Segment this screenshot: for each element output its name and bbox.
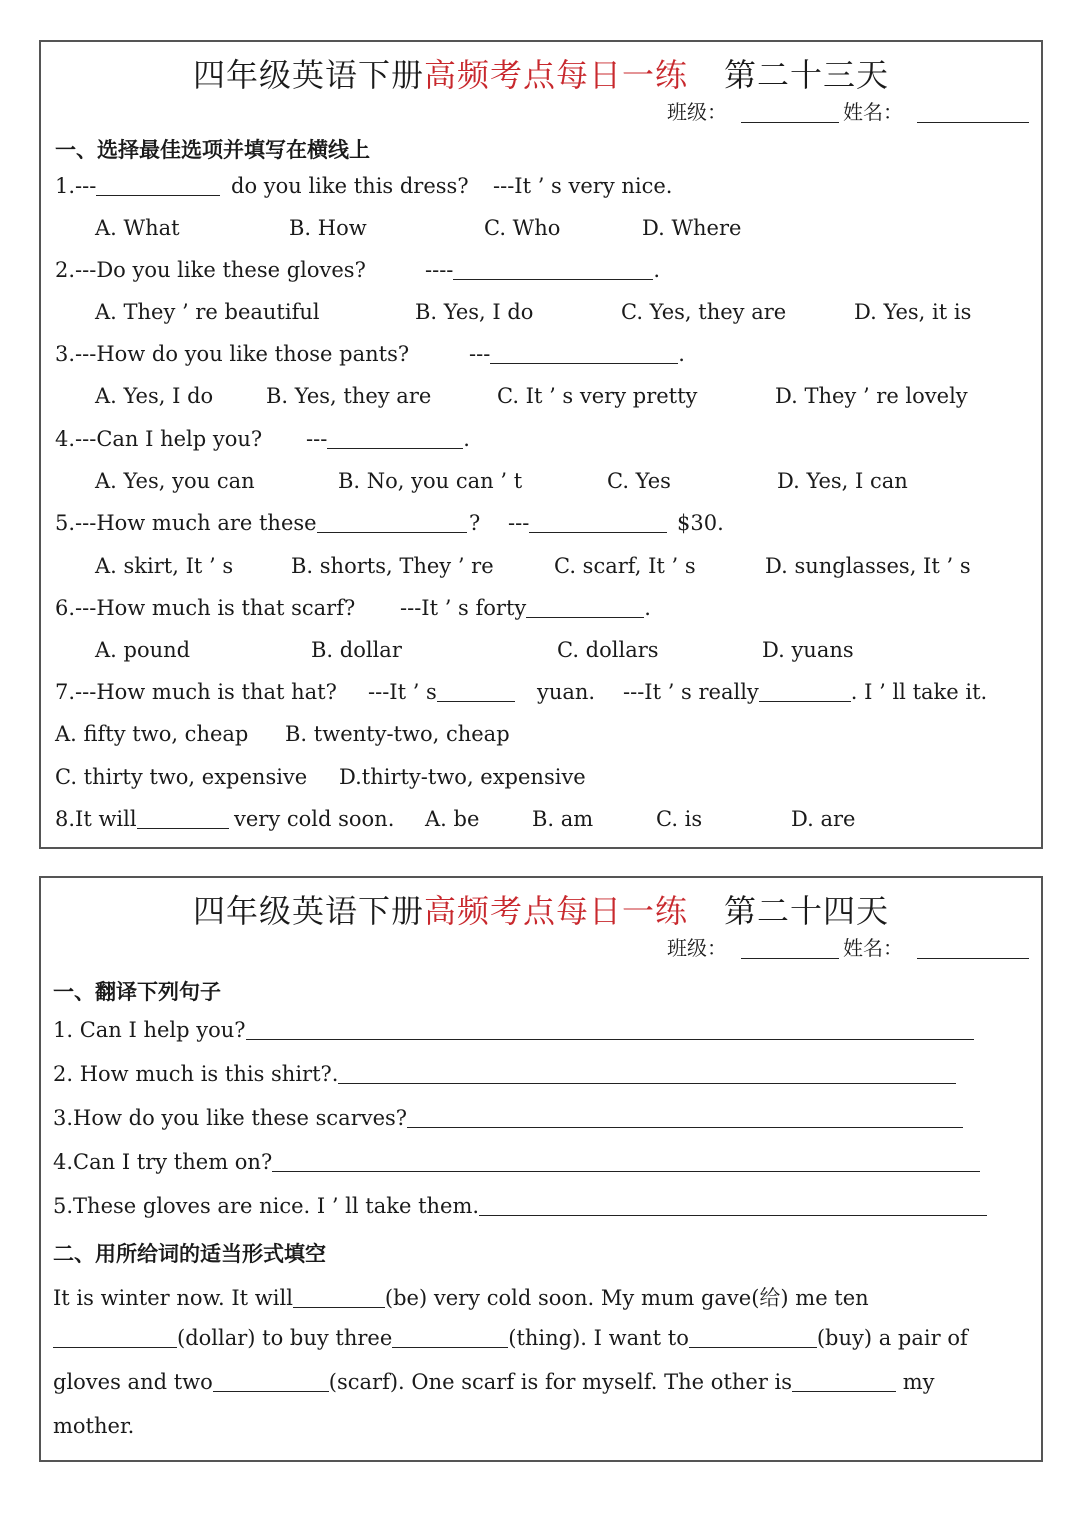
option: A. What xyxy=(95,216,180,240)
question-6: 6.---How much is that scarf? xyxy=(55,596,356,620)
question-text: $30. xyxy=(677,511,724,535)
answer-line[interactable] xyxy=(407,1107,963,1128)
question-text: ? xyxy=(469,511,481,535)
translation-item: 1. Can I help you? xyxy=(53,1018,974,1042)
answer-line[interactable] xyxy=(272,1151,980,1172)
class-blank[interactable] xyxy=(741,938,839,959)
title-day: 第二十三天 xyxy=(724,56,890,94)
student-info xyxy=(667,96,1029,125)
option: B. No, you can ’ t xyxy=(338,469,523,493)
answer-line[interactable] xyxy=(479,1195,987,1216)
question-text: ---It ’ s xyxy=(368,680,515,704)
name-blank[interactable] xyxy=(917,938,1029,959)
option: C. Who xyxy=(484,216,561,240)
question-text: ---- . xyxy=(425,258,661,282)
question-text: --- xyxy=(508,511,667,535)
answer-blank[interactable] xyxy=(327,428,463,449)
question-text: yuan. xyxy=(537,680,596,704)
name-blank[interactable] xyxy=(917,102,1029,123)
option: D. sunglasses, It ’ s xyxy=(765,554,971,578)
title-grade: 四年级英语下册 xyxy=(192,56,424,94)
answer-line[interactable] xyxy=(246,1019,974,1040)
answer-blank[interactable] xyxy=(317,512,467,533)
question-2: 2.---Do you like these gloves? xyxy=(55,258,366,282)
worksheet-day-24 xyxy=(39,876,1043,1462)
answer-blank[interactable] xyxy=(792,1371,896,1392)
question-text: --- . xyxy=(469,342,685,366)
translation-item: 3.How do you like these scarves? xyxy=(53,1106,963,1130)
question-text: very cold soon. xyxy=(234,807,395,831)
option: B. shorts, They ’ re xyxy=(291,554,494,578)
option: A. skirt, It ’ s xyxy=(95,554,234,578)
answer-blank[interactable] xyxy=(526,597,644,618)
answer-blank[interactable] xyxy=(529,512,667,533)
option: B. am xyxy=(532,807,594,831)
option: A. be xyxy=(425,807,480,831)
answer-blank[interactable] xyxy=(53,1327,177,1348)
title-grade: 四年级英语下册 xyxy=(192,892,424,930)
question-text: --- . xyxy=(306,427,470,451)
answer-line[interactable] xyxy=(338,1063,956,1084)
option: B. Yes, I do xyxy=(415,300,534,324)
answer-blank[interactable] xyxy=(293,1287,385,1308)
option: C. Yes, they are xyxy=(621,300,787,324)
fill-line-2: (dollar) to buy three (thing). I want to (buy) a pair of xyxy=(53,1326,968,1350)
answer-blank[interactable] xyxy=(453,259,653,280)
worksheet-day-23 xyxy=(39,40,1043,849)
question-text: do you like this dress? xyxy=(231,174,469,198)
class-label: 班级： xyxy=(667,100,727,124)
question-text: ---It ’ s very nice. xyxy=(493,174,673,198)
question-text: ---It ’ s forty . xyxy=(400,596,651,620)
fill-line-1: It is winter now. It will (be) very cold soon. My mum gave(给) me ten xyxy=(53,1286,869,1310)
answer-blank[interactable] xyxy=(490,343,678,364)
option: D.thirty-two, expensive xyxy=(339,765,586,789)
option: C. is xyxy=(656,807,703,831)
section-heading: 一、翻译下列句子 xyxy=(53,980,221,1004)
title-day: 第二十四天 xyxy=(724,892,890,930)
section-heading: 一、选择最佳选项并填写在横线上 xyxy=(55,138,370,162)
answer-blank[interactable] xyxy=(96,175,220,196)
section-heading: 二、用所给词的适当形式填空 xyxy=(53,1242,326,1266)
answer-blank[interactable] xyxy=(137,808,229,829)
name-label: 姓名： xyxy=(843,100,903,124)
option: A. fifty two, cheap xyxy=(55,722,249,746)
title-highlight: 高频考点每日一练 xyxy=(423,892,688,930)
option: C. scarf, It ’ s xyxy=(554,554,696,578)
name-label: 姓名： xyxy=(843,936,903,960)
option: D. are xyxy=(791,807,856,831)
answer-blank[interactable] xyxy=(213,1371,329,1392)
option: D. Yes, I can xyxy=(777,469,908,493)
answer-blank[interactable] xyxy=(437,681,515,702)
answer-blank[interactable] xyxy=(759,681,851,702)
question-4: 4.---Can I help you? xyxy=(55,427,263,451)
student-info xyxy=(667,932,1029,961)
question-5: 5.---How much are these xyxy=(55,511,467,535)
option: B. twenty-two, cheap xyxy=(285,722,510,746)
translation-item: 2. How much is this shirt?. xyxy=(53,1062,956,1086)
question-8: 8.It will xyxy=(55,807,229,831)
answer-blank[interactable] xyxy=(689,1327,817,1348)
translation-item: 5.These gloves are nice. I ’ ll take them. xyxy=(53,1194,987,1218)
option: B. How xyxy=(289,216,367,240)
fill-line-3: gloves and two (scarf). One scarf is for myself. The other is my xyxy=(53,1370,935,1394)
fill-line-4: mother. xyxy=(53,1414,135,1438)
question-1: 1.--- xyxy=(55,174,220,198)
option: D. They ’ re lovely xyxy=(775,384,968,408)
option: A. pound xyxy=(95,638,191,662)
question-7: 7.---How much is that hat? xyxy=(55,680,337,704)
option: C. dollars xyxy=(557,638,659,662)
title-highlight: 高频考点每日一练 xyxy=(423,56,688,94)
option: D. yuans xyxy=(762,638,854,662)
option: A. Yes, I do xyxy=(95,384,214,408)
class-blank[interactable] xyxy=(741,102,839,123)
option: D. Yes, it is xyxy=(854,300,972,324)
answer-blank[interactable] xyxy=(392,1327,508,1348)
option: C. Yes xyxy=(607,469,671,493)
option: A. They ’ re beautiful xyxy=(95,300,320,324)
worksheet-title xyxy=(41,50,1041,96)
option: A. Yes, you can xyxy=(95,469,255,493)
option: B. dollar xyxy=(311,638,402,662)
question-3: 3.---How do you like those pants? xyxy=(55,342,410,366)
option: C. thirty two, expensive xyxy=(55,765,308,789)
option: B. Yes, they are xyxy=(266,384,432,408)
translation-item: 4.Can I try them on? xyxy=(53,1150,980,1174)
question-text: ---It ’ s really . I ’ ll take it. xyxy=(623,680,988,704)
worksheet-title xyxy=(41,886,1041,932)
option: D. Where xyxy=(642,216,742,240)
option: C. It ’ s very pretty xyxy=(497,384,698,408)
class-label: 班级： xyxy=(667,936,727,960)
